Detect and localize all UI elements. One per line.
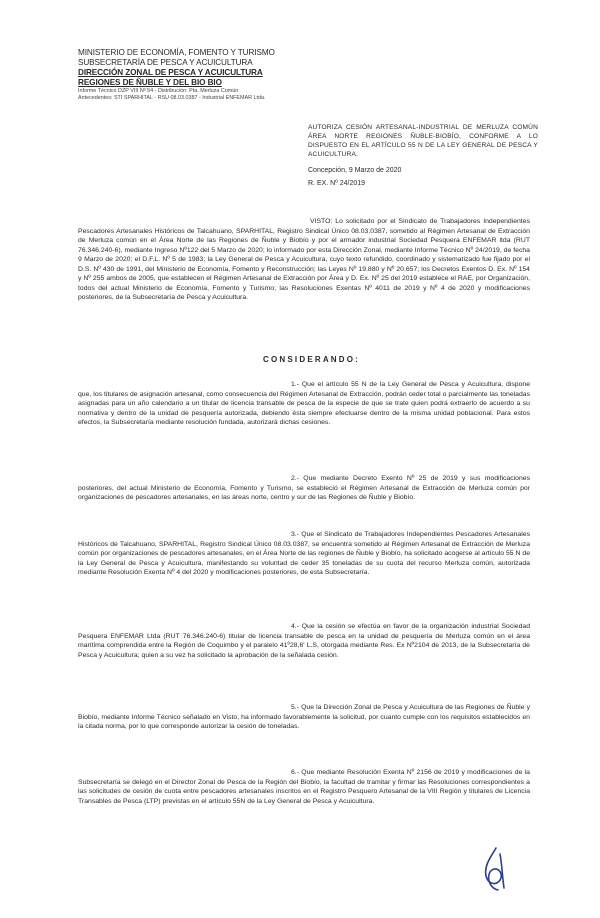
subsecretary-name: SUBSECRETARÍA DE PESCA Y ACUICULTURA — [78, 58, 253, 67]
considerando-1: 1.- Que el artículo 55 N de la Ley General de Pesca y Acuicultura, dispone que, los titulares de asignación artesanal, como consecuencia del Régimen Artesanal de Extracción, podrán ceder total o parcialmente las toneladas asignadas para un año calendario a un titular de licencia transable de pesca de la especie de que se trate quien podrá extraerlo de acuerdo a su normativa y dentro de la unidad de pesquería autorizada, debiendo ésta siempre efectuarse dentro de la misma unidad poblacional. Para estos efectos, la Subsecretaría mediante resolución fundada, autorizará dichas cesiones. — [78, 381, 530, 426]
zonal-direction-name: DIRECCIÓN ZONAL DE PESCA Y ACUICULTURA — [78, 68, 263, 77]
place-date: Concepción, 9 Marzo de 2020 — [308, 167, 402, 174]
letterhead — [78, 48, 318, 102]
resolution-number: R. EX. Nº 24/2019 — [308, 180, 366, 187]
considerando-2: 2.- Que mediante Decreto Exento Nº 25 de 2019 y sus modificaciones posteriores, del actual Ministerio de Economía, Fomento y Turismo, se estableció el Régimen Artesanal de Extracción de Merluza común por organizaciones de pescadores artesanales, en las áreas norte, centro y sur de las Regiones de Ñuble y Biobío. — [78, 475, 530, 501]
considerando-6: 6.- Que mediante Resolución Exenta Nº 2156 de 2019 y modificaciones de la Subsecretaría se delegó en el Director Zonal de Pesca de la Región del Biobío, la facultad de tramitar y firmar las Resoluciones correspondientes a las solicitudes de cesión de cuota entre pescadores artesanales inscritos en el Registro Pesquero Artesanal de la VIII Región y titulares de Licencia Transables de Pesca (LTP) previstas en el artículo 55N de la Ley General de Pesca y Acuicultura. — [78, 769, 530, 805]
considerando-4: 4.- Que la cesión se efectúa en favor de la organización industrial Sociedad Pesquera ENFEMAR Ltda (RUT 76.346.240-6) titular de licencia transable de pesca en la unidad de pesquería de Merluza común en el área marítima comprendida entre la Región de Coquimbo y el paralelo 41º28,6' L.S, otorgada mediante Res. Ex Nº2104 de 2013, de la Subsecretaría de Pesca y Acuicultura; quien a su vez ha solicitado la aprobación de la señalada cesión. — [78, 623, 530, 659]
considerando-3: 3.- Que el Sindicato de Trabajadores Independientes Pescadores Artesanales Históricos de Talcahuano, SPARHITAL, Registro Sindical Único 08.03.0387, se encuentra sometido al Régimen Artesanal de Extracción de Merluza común por organizaciones de pescadores artesanales, en el Área Norte de las regiones de Ñuble y Biobío, ha solicitado acogerse al artículo 55 N de la Ley General de Pesca y Acuicultura, manifestando su voluntad de ceder 35 toneladas de su cuota del recurso Merluza común, autorizada mediante Resolución Exenta Nº 4 del 2020 y modificaciones posteriores, de esta Subsecretaría. — [78, 531, 530, 576]
considerando-5: 5.- Que la Dirección Zonal de Pesca y Acuicultura de las Regiones de Ñuble y Biobío, mediante Informe Técnico señalado en Visto, ha informado favorablemente la solicitud, por cuanto cumple con los requisitos establecidos en la citada norma, por lo que corresponde autorizar la cesión de toneladas. — [78, 704, 530, 730]
visto-paragraph: VISTO: Lo solicitado por el Sindicato de Trabajadores Independientes Pescadores Artesanales Históricos de Talcahuano, SPARHITAL, Registro Sindical Único 08.03.0387, sometido al Régimen Artesanal de Extracción de Merluza común en el Área Norte de las Regiones de Ñuble y Biobío y por el armador industrial Sociedad Pesquera ENFEMAR ltda (RUT 76.346.240-6), mediante Ingreso Nº122 del 5 Marzo de 2020; lo informado por esta Dirección Zonal, mediante Informe Técnico Nº 24/2019, de fecha 9 Marzo de 2020; el D.F.L. Nº 5 de 1983; la Ley General de Pesca y Acuicultura, cuyo texto refundido, coordinado y sistematizado fue fijado por el D.S. Nº 430 de 1991, del Ministerio de Economía, Fomento y Reconstrucción; las Leyes Nº 19.880 y Nº 20.657; los Decretos Exentos D. Ex. Nº 154 y Nº 255 ambos de 2005, que establecen el Régimen Artesanal de Extracción por Área y D. Ex. Nº 25 del 2019 establece el RAE, por Organización, todos del actual Ministerio de Economía, Fomento y Turismo; las Resoluciones Exentas Nº 4011 de 2019 y Nº 4 de 2020 y modificaciones posteriores, de la Subsecretaría de Pesca y Acuicultura. — [78, 218, 530, 301]
handwritten-signature — [474, 844, 514, 894]
considerando-heading: CONSIDERANDO: — [263, 355, 361, 364]
ministry-name: MINISTERIO DE ECONOMÍA, FOMENTO Y TURISMO — [78, 48, 275, 57]
header-small-line-2: Antecedentes: STI SPARHITAL - RSU 08.03.0387 - Industrial ENFEMAR Ltda. — [78, 95, 266, 101]
header-small-line-1: Informe Técnico DZP VIII Nº 54 - Distribución: Pta. Merluza Común — [78, 88, 239, 94]
resolution-reference: AUTORIZA CESIÓN ARTESANAL-INDUSTRIAL DE MERLUZA COMÚN ÁREA NORTE REGIONES ÑUBLE-BIOBÍO, CONFORME A LO DISPUESTO EN EL ARTÍCULO 55 N DE LA LEY GENERAL DE PESCA Y ACUICULTURA. — [308, 124, 538, 158]
regions-name: REGIONES DE ÑUBLE Y DEL BIO BIO — [78, 78, 222, 87]
